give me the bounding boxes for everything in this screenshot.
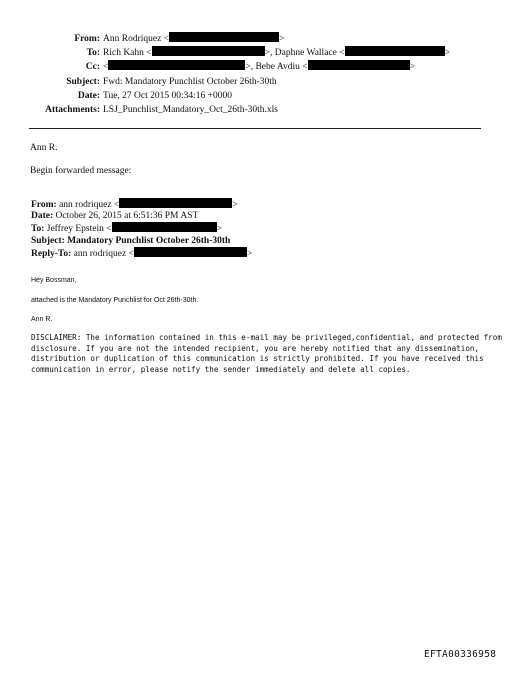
redaction-box <box>112 222 217 232</box>
cc-close: > <box>409 62 415 73</box>
redaction-box <box>308 60 410 70</box>
fwd-subject-value: Mandatory Punchlist October 26th-30th <box>67 235 231 246</box>
message-line: attached is the Mandatory Punchlist for Oct 26th-30th. <box>31 297 199 304</box>
attachments-value[interactable]: LSJ_Punchlist_Mandatory_Oct_26th-30th.xls <box>103 104 278 115</box>
header-cc-row <box>0 60 512 74</box>
from-close: > <box>279 34 285 44</box>
cc-mid: >, Bebe Avdiu < <box>245 62 308 73</box>
redaction-box <box>134 247 247 257</box>
disclaimer <box>31 333 502 375</box>
fwd-from-label: From: <box>31 200 57 210</box>
signature: Ann R. <box>30 143 58 153</box>
email-header <box>0 32 512 117</box>
subject-value: Fwd: Mandatory Punchlist October 26th-30th <box>103 76 277 87</box>
date-value: Tue, 27 Oct 2015 00:34:16 +0000 <box>103 90 233 101</box>
fwd-subject-label: Subject: <box>31 235 65 246</box>
header-to-row <box>0 46 512 60</box>
fwd-date-value: October 26, 2015 at 6:51:36 PM AST <box>55 211 199 222</box>
bates-number: EFTA00336958 <box>424 649 497 660</box>
to-value <box>103 46 450 60</box>
redaction-box <box>169 32 279 42</box>
message-signoff: Ann R. <box>31 316 53 323</box>
redaction-box <box>152 46 265 56</box>
subject-label: Subject: <box>66 76 100 87</box>
fwd-date-label: Date: <box>31 211 54 222</box>
fwd-to-row <box>31 222 252 235</box>
from-label: From: <box>74 34 100 44</box>
cc-open: < <box>103 62 109 73</box>
fwd-from-value: ann rodriquez < <box>59 200 120 210</box>
header-divider <box>29 128 481 129</box>
date-label: Date: <box>77 90 100 101</box>
header-attachments-row <box>0 103 512 117</box>
redaction-box <box>345 46 445 56</box>
forwarded-header <box>31 198 252 260</box>
to-name: Rich Kahn < <box>103 48 152 59</box>
disclaimer-line: distribution or duplication of this communication is strictly prohibited. If you have received this <box>31 354 484 363</box>
redaction-box <box>108 60 245 70</box>
from-name: Ann Rodriquez < <box>103 34 170 44</box>
to-mid: >, Daphne Wallace < <box>264 48 345 59</box>
fwd-replyto-close: > <box>246 248 253 259</box>
cc-value <box>103 60 415 74</box>
from-value <box>103 32 284 46</box>
to-label: To: <box>86 48 100 59</box>
fwd-to-label: To: <box>31 224 45 235</box>
fwd-from-row <box>31 198 252 211</box>
fwd-to-value: Jeffrey Epstein < <box>46 224 112 235</box>
fwd-to-close: > <box>216 224 222 235</box>
fwd-replyto-label: Reply-To: <box>31 248 72 259</box>
redaction-box <box>119 198 232 208</box>
fwd-from-close: > <box>232 200 238 210</box>
forward-intro: Begin forwarded message: <box>30 166 132 176</box>
header-subject-row <box>0 75 512 89</box>
fwd-subject-row <box>31 236 252 247</box>
message-greeting: Hey Bossman, <box>31 277 77 284</box>
header-date-row <box>0 89 512 103</box>
attachments-label: Attachments: <box>45 104 100 115</box>
disclaimer-line: DISCLAIMER: The information contained in this e-mail may be privileged,confidential, and protected from <box>31 333 502 342</box>
to-close: > <box>444 48 450 59</box>
cc-label: Cc: <box>85 62 100 73</box>
fwd-replyto-row <box>31 247 252 260</box>
fwd-replyto-value: ann rodriquez < <box>73 248 134 259</box>
header-from-row <box>0 32 512 46</box>
disclaimer-line: communication in error, please notify the sender immediately and delete all copies. <box>31 364 411 374</box>
disclaimer-line: disclosure. If you are not the intended recipient, you are hereby notified that any dissemination, <box>31 343 480 353</box>
fwd-date-row <box>31 211 252 222</box>
